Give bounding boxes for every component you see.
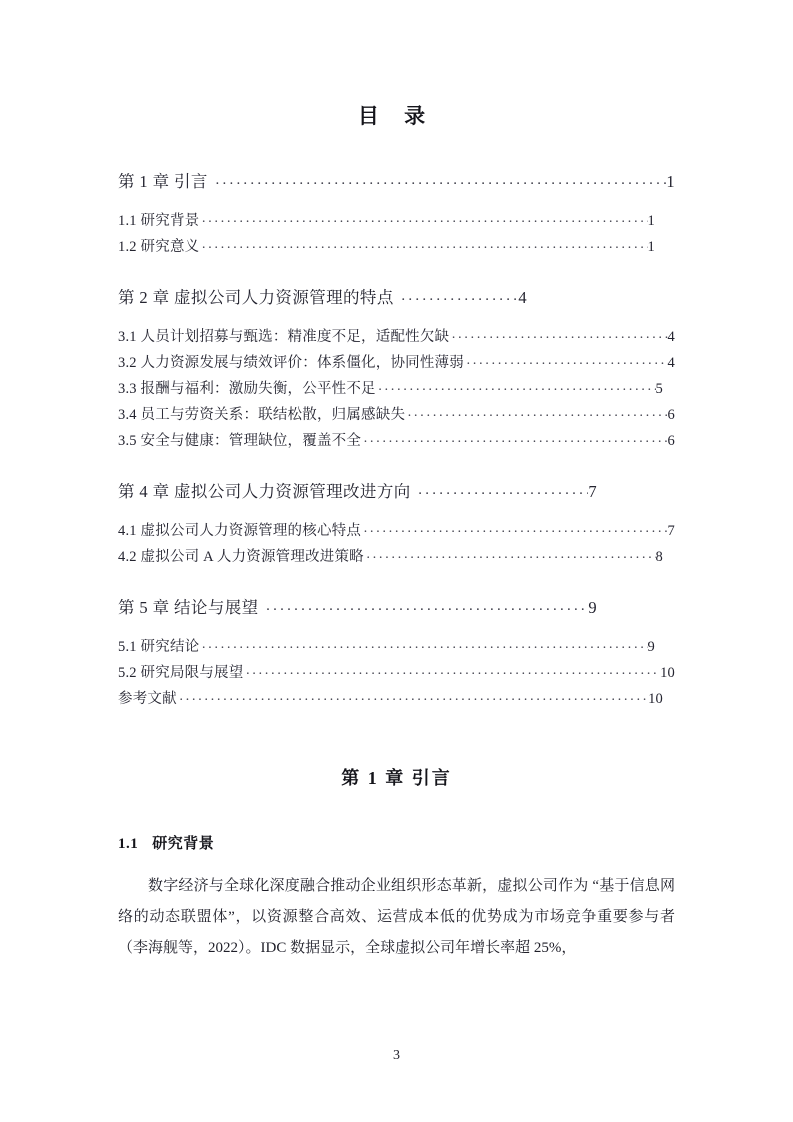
toc-entry[interactable] [118, 634, 675, 660]
toc-entry-label: 第 4 章 虚拟公司人力资源管理改进方向 [118, 482, 411, 501]
toc-entry-page: 4 [518, 288, 527, 307]
leader-dots [179, 689, 648, 704]
toc-entry-page: 1 [666, 172, 675, 191]
leader-dots [201, 211, 647, 226]
toc-entry-page: 1 [647, 239, 655, 255]
toc-entry-page: 10 [648, 691, 663, 707]
leader-dots [245, 663, 660, 678]
toc-entry-label: 3.4 员工与劳资关系：联结松散，归属感缺失 [118, 407, 406, 423]
toc-chapter-block [118, 284, 675, 454]
toc-entry-label: 4.1 虚拟公司人力资源管理的核心特点 [118, 523, 362, 539]
toc-entry[interactable] [118, 402, 675, 428]
toc-entry[interactable] [118, 660, 675, 686]
leader-dots [363, 521, 667, 536]
toc-entry[interactable] [118, 208, 675, 234]
toc-entry[interactable] [118, 428, 675, 454]
toc-entry-label: 参考文献 [118, 691, 177, 707]
body-chapter-heading: 第 1 章 引言 [341, 768, 452, 788]
section-title: 研究背景 [152, 836, 215, 852]
toc-entry[interactable] [118, 376, 675, 402]
toc-chapter-block [118, 594, 675, 712]
toc-entry-page: 4 [667, 329, 675, 345]
toc-entry-label: 第 5 章 结论与展望 [118, 598, 259, 617]
body-paragraph: 数字经济与全球化深度融合推动企业组织形态革新，虚拟公司作为 “基于信息网络的动态联盟体”，以资源整合高效、运营成本低的优势成为市场竞争重要参与者（李海舰等，2022）。IDC 数据显示，全球虚拟公司年增长率超 25%， [118, 878, 675, 956]
leader-dots [418, 481, 589, 498]
toc-entry-label: 1.2 研究意义 [118, 239, 200, 255]
leader-dots [366, 547, 656, 562]
leader-dots [201, 237, 647, 252]
toc-entry-page: 9 [647, 639, 655, 655]
toc-entry-page: 6 [667, 407, 675, 423]
toc-entry-page: 7 [667, 523, 675, 539]
leader-dots [401, 287, 519, 304]
toc-entry-references[interactable] [118, 686, 675, 712]
toc-entry[interactable] [118, 544, 675, 570]
toc-entry-label: 第 2 章 虚拟公司人力资源管理的特点 [118, 288, 394, 307]
toc-entry-page: 7 [588, 482, 597, 501]
toc-chapter-heading[interactable] [118, 478, 675, 506]
table-of-contents [0, 168, 793, 712]
leader-dots [407, 405, 667, 420]
toc-entry-label: 5.2 研究局限与展望 [118, 665, 244, 681]
toc-entry-page: 1 [647, 213, 655, 229]
toc-entry-page: 6 [667, 433, 675, 449]
body-section-heading [118, 832, 793, 853]
toc-title: 目 录 [357, 104, 436, 128]
leader-dots [451, 327, 667, 342]
leader-dots [215, 171, 667, 188]
page-number: 3 [393, 1048, 400, 1063]
leader-dots [363, 431, 667, 446]
leader-dots [266, 597, 589, 614]
toc-chapter-block [118, 168, 675, 260]
toc-entry-page: 10 [660, 665, 675, 681]
toc-chapter-heading[interactable] [118, 594, 675, 622]
toc-entry[interactable] [118, 324, 675, 350]
toc-entry-page: 9 [588, 598, 597, 617]
toc-chapter-heading[interactable] [118, 168, 675, 196]
toc-entry-label: 3.3 报酬与福利：激励失衡，公平性不足 [118, 381, 376, 397]
toc-entry-label: 3.2 人力资源发展与绩效评价：体系僵化，协同性薄弱 [118, 355, 464, 371]
toc-entry[interactable] [118, 234, 675, 260]
toc-chapter-heading[interactable] [118, 284, 675, 312]
leader-dots [378, 379, 656, 394]
toc-entry-page: 4 [667, 355, 675, 371]
toc-entry-label: 4.2 虚拟公司 A 人力资源管理改进策略 [118, 549, 364, 565]
toc-entry-label: 3.5 安全与健康：管理缺位，覆盖不全 [118, 433, 362, 449]
toc-entry-label: 3.1 人员计划招募与甄选：精准度不足，适配性欠缺 [118, 329, 450, 345]
toc-entry[interactable] [118, 518, 675, 544]
toc-entry-label: 1.1 研究背景 [118, 213, 200, 229]
leader-dots [466, 353, 668, 368]
toc-entry[interactable] [118, 350, 675, 376]
leader-dots [201, 637, 647, 652]
toc-entry-label: 5.1 研究结论 [118, 639, 200, 655]
toc-chapter-block [118, 478, 675, 570]
toc-entry-label: 第 1 章 引言 [118, 172, 208, 191]
section-number: 1.1 [118, 836, 139, 852]
toc-entry-page: 5 [655, 381, 663, 397]
toc-entry-page: 8 [655, 549, 663, 565]
